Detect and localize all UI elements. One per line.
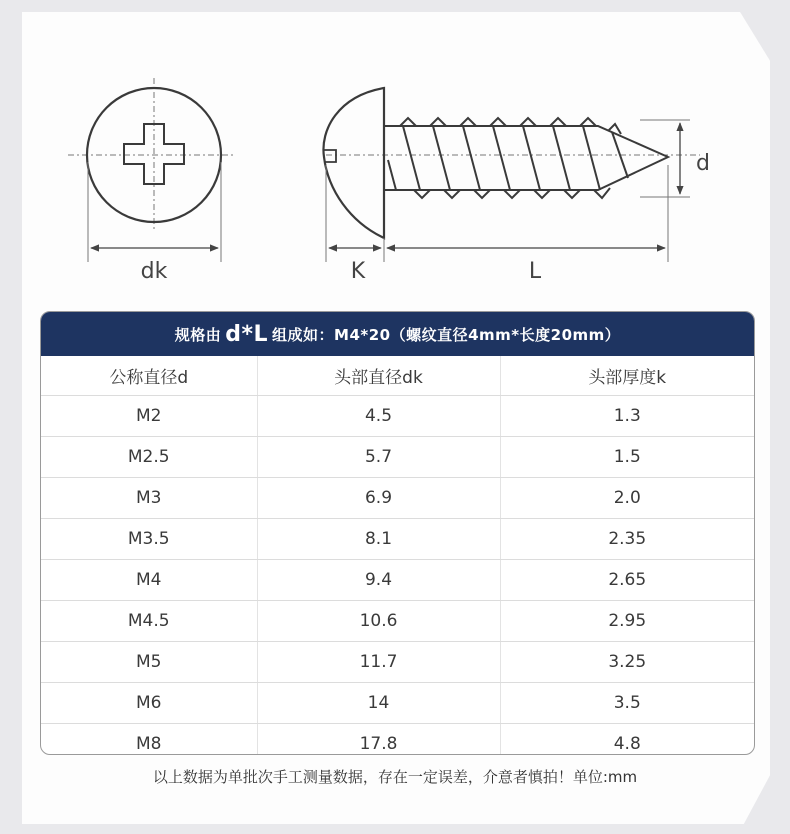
nominal-diameter-cell: M5 xyxy=(41,642,257,683)
spec-table-title xyxy=(41,312,754,356)
head-thickness-cell: 3.5 xyxy=(500,683,754,724)
measurement-footnote: 以上数据为单批次手工测量数据，存在一定误差，介意者慎拍！单位:mm xyxy=(152,768,638,786)
table-row xyxy=(41,396,754,437)
head-thickness-cell: 2.65 xyxy=(500,560,754,601)
column-header: 头部直径dk xyxy=(257,356,500,396)
table-row xyxy=(41,642,754,683)
head-thickness-cell: 1.3 xyxy=(500,396,754,437)
head-diameter-cell: 17.8 xyxy=(257,724,500,756)
head-diameter-cell: 11.7 xyxy=(257,642,500,683)
table-row xyxy=(41,437,754,478)
column-header: 公称直径d xyxy=(41,356,257,396)
head-top-view xyxy=(68,78,236,262)
nominal-diameter-cell: M3.5 xyxy=(41,519,257,560)
head-diameter-cell: 9.4 xyxy=(257,560,500,601)
table-row xyxy=(41,519,754,560)
table-row xyxy=(41,601,754,642)
head-diameter-cell: 6.9 xyxy=(257,478,500,519)
column-header: 头部厚度k xyxy=(500,356,754,396)
spec-table-card xyxy=(40,311,755,755)
table-header-row xyxy=(41,356,754,396)
head-diameter-cell: 5.7 xyxy=(257,437,500,478)
spec-title-suffix: 组成如：M4*20（螺纹直径4mm*长度20mm） xyxy=(272,325,621,344)
head-thickness-cell: 1.5 xyxy=(500,437,754,478)
head-thickness-cell: 3.25 xyxy=(500,642,754,683)
head-thickness-cell: 2.95 xyxy=(500,601,754,642)
nominal-diameter-cell: M8 xyxy=(41,724,257,756)
head-thickness-cell: 4.8 xyxy=(613,734,641,754)
head-diameter-cell: 8.1 xyxy=(257,519,500,560)
head-thickness-cell: 2.35 xyxy=(500,519,754,560)
head-diameter-cell: 14 xyxy=(257,683,500,724)
nominal-diameter-cell: M3 xyxy=(41,478,257,519)
head-thickness-cell: 2.0 xyxy=(500,478,754,519)
nominal-diameter-cell: M4.5 xyxy=(41,601,257,642)
spec-title-formula: d*L xyxy=(225,321,269,347)
nominal-diameter-cell: M6 xyxy=(41,683,257,724)
nominal-diameter-cell: M4 xyxy=(41,560,257,601)
head-diameter-cell: 4.5 xyxy=(257,396,500,437)
nominal-diameter-cell: M2.5 xyxy=(41,437,257,478)
dk-label: dk xyxy=(140,259,168,284)
head-diameter-cell: 10.6 xyxy=(257,601,500,642)
table-row xyxy=(41,683,754,724)
table-row xyxy=(41,478,754,519)
nominal-diameter-cell: M2 xyxy=(41,396,257,437)
k-label: K xyxy=(350,259,366,284)
spec-title-prefix: 规格由 xyxy=(174,325,222,344)
screw-side-view xyxy=(323,88,700,262)
l-label: L xyxy=(528,259,542,284)
table-row xyxy=(41,724,754,756)
table-row xyxy=(41,560,754,601)
screw-technical-drawing xyxy=(0,0,790,310)
d-label: d xyxy=(696,151,710,176)
spec-table xyxy=(41,356,754,755)
